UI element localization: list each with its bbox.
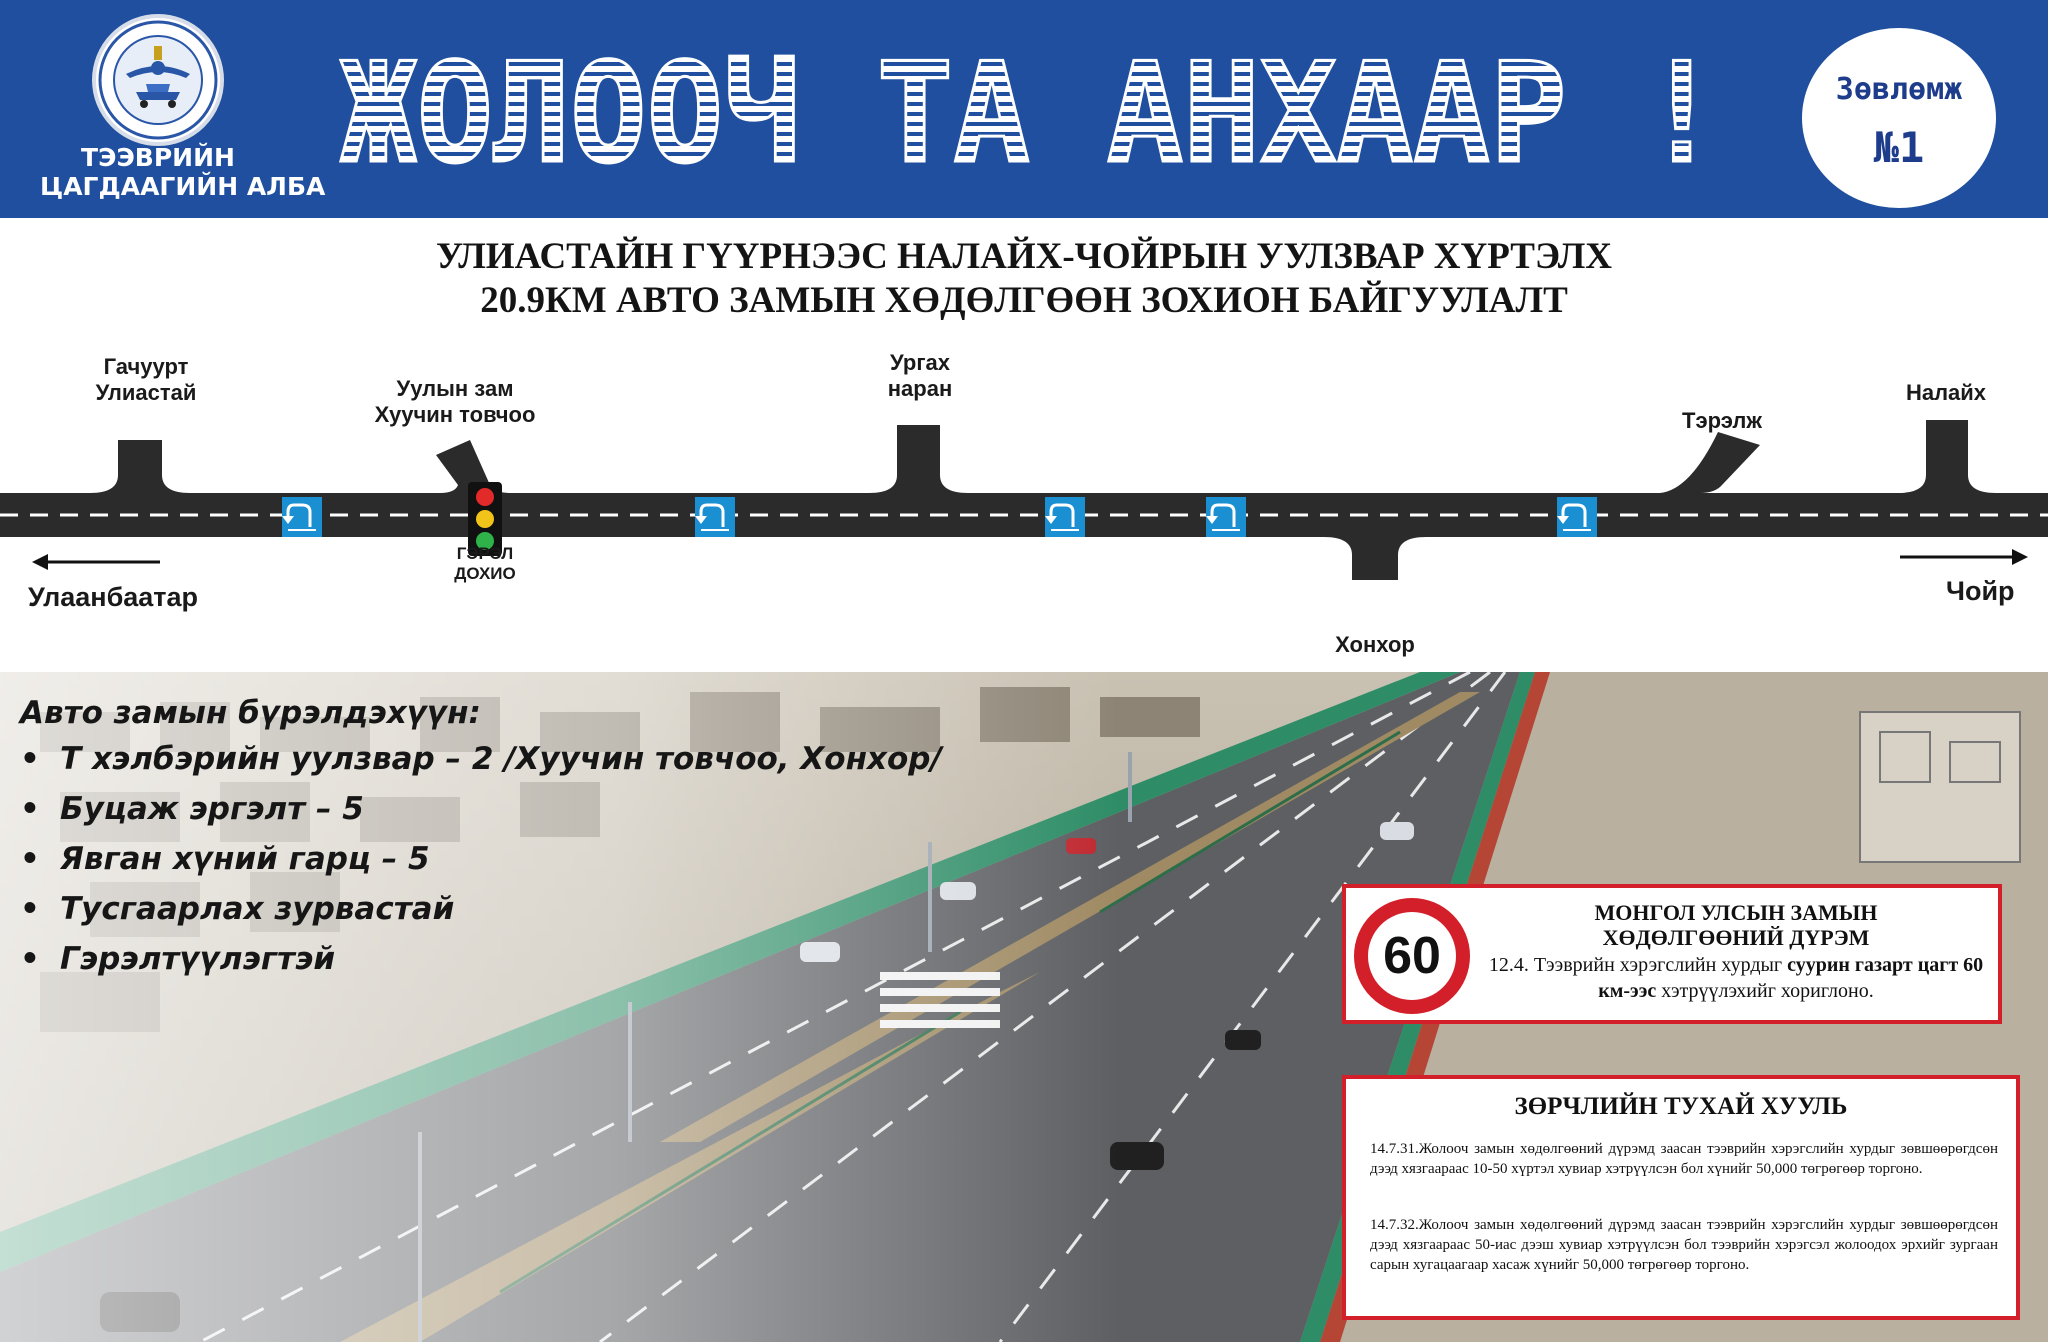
violation-law-box [1342, 1075, 2020, 1320]
place-honhor: Хонхор [1335, 632, 1415, 657]
side-road-nalaih [1898, 420, 1996, 493]
side-road-gachuurt [90, 440, 190, 493]
place-urgah-naran: Ургах наран [887, 350, 953, 401]
transport-police-logo [92, 14, 224, 146]
agency-name-line1: ТЭЭВРИЙН [81, 143, 235, 172]
rule-title: МОНГОЛ УЛСЫН ЗАМЫН ХӨДӨЛГӨӨНИЙ ДҮРЭМ [1594, 900, 1878, 950]
place-uulyn-zam: Уулын зам Хуучин товчоо [374, 376, 536, 427]
list-item: • Буцаж эргэлт – 5 [20, 791, 364, 827]
place-gachuurt: Гачуурт Улиастай [95, 354, 197, 405]
u-turn-icon [1206, 497, 1246, 537]
list-item: • Т хэлбэрийн уулзвар – 2 /Хуучин товчоо, Хонхор/ [20, 741, 942, 777]
destination-ulaanbaatar: Улаанбаатар [28, 582, 199, 612]
title-line2: 20.9КМ АВТО ЗАМЫН ХӨДӨЛГӨӨН ЗОХИОН БАЙГУУЛАЛТ [480, 280, 1568, 321]
u-turn-icon [1557, 497, 1597, 537]
law-paragraph-1: 14.7.31.Жолооч замын хөдөлгөөний дүрэмд заасан тээврийн хэрэгслийн хурдыг зөвшөөрөгдсөн дээд хязгаараас 10-50 хүртэл хувиар хэтрүүлсэн бол хүнийг 50,000 төгрөгөөр торгоно. [1370, 1141, 1998, 1177]
rule-text: 12.4. Тээврийн хэрэгслийн хурдыг суурин газарт цагт 60 км-ээс хэтрүүлэхийг хориглоно. [1488, 954, 1984, 1002]
place-nalaih: Налайх [1905, 380, 1987, 405]
list-item: • Тусгаарлах зурвастай [20, 891, 455, 927]
page-title [0, 235, 2048, 323]
place-terelj: Тэрэлж [1682, 408, 1762, 433]
features-title: Авто замын бүрэлдэхүүн: [20, 695, 481, 731]
traffic-signal-label: ГЭРЭЛ ДОХИО [454, 544, 516, 583]
headline [330, 36, 1730, 186]
u-turn-icon [1045, 497, 1085, 537]
advice-number: №1 [1873, 123, 1925, 172]
advice-badge [1802, 28, 1996, 208]
header-banner [0, 0, 2048, 222]
u-turn-icon [695, 497, 735, 537]
road-map [0, 340, 2048, 675]
road-diagram [0, 340, 2048, 675]
headline-text: ЖОЛООЧ ТА АНХААР ! [340, 36, 1720, 186]
title-line1: УЛИАСТАЙН ГҮҮРНЭЭС НАЛАЙХ-ЧОЙРЫН УУЛЗВАР ХҮРТЭЛХ [435, 236, 1613, 277]
arrow-left-icon [32, 554, 160, 570]
header-separator [0, 218, 2048, 226]
police-emblem-icon [96, 18, 220, 142]
law-paragraph-2: 14.7.32.Жолооч замын хөдөлгөөний дүрэмд заасан тээврийн хэрэгслийн хурдыг зөвшөөрөгдсөн дээд хязгаараас 50-иас дээш хувиар хэтрүүлсэн бол тээврийн хэрэгсэл жолоодох эрхийг зургаан сарын хугацаагаар хасаж хүнийг 50,000 төгрөгөөр торгоно. [1370, 1217, 1998, 1273]
agency-name [40, 143, 326, 201]
law-title: ЗӨРЧЛИЙН ТУХАЙ ХУУЛЬ [1514, 1093, 1848, 1120]
road-features-list [20, 692, 1020, 984]
list-item: • Явган хүний гарц – 5 [20, 841, 430, 877]
arrow-right-icon [1900, 549, 2028, 565]
u-turn-icon [282, 497, 322, 537]
speed-limit-value: 60 [1368, 912, 1456, 1000]
side-road-terelj [1660, 432, 1760, 493]
list-item: • Гэрэлтүүлэгтэй [20, 941, 336, 977]
traffic-rule-box [1342, 884, 2002, 1024]
side-road-urgah [869, 425, 968, 493]
advice-label: Зөвлөмж [1835, 72, 1963, 107]
speed-limit-sign-icon [1354, 898, 1470, 1014]
agency-name-line2: ЦАГДААГИЙН АЛБА [40, 172, 326, 201]
destination-choir: Чойр [1946, 576, 2015, 606]
